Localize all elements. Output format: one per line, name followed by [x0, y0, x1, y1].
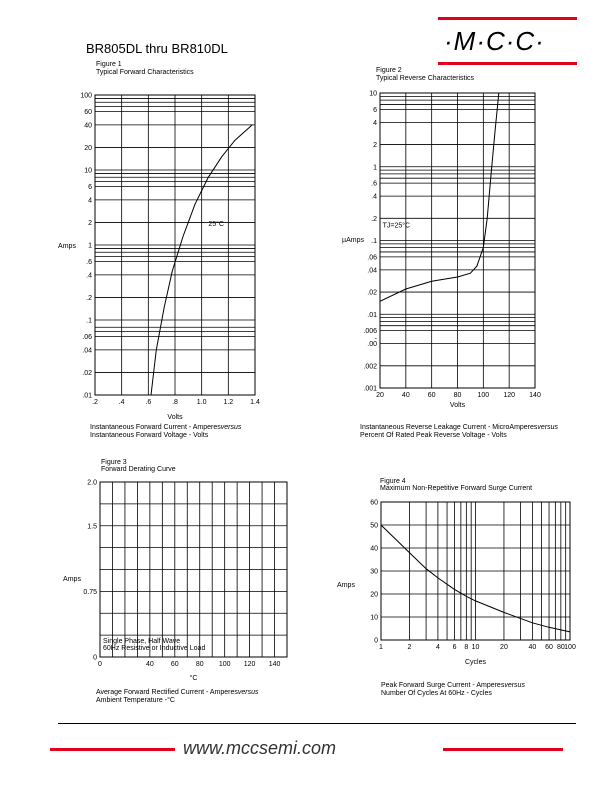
y-tick-label: .006	[363, 328, 377, 336]
y-tick-label: .2	[86, 294, 92, 302]
y-tick-label: 1	[88, 242, 92, 250]
fig4-title: Maximum Non-Repetitive Forward Surge Current	[380, 485, 533, 492]
fig1-label: Figure 1	[96, 61, 122, 68]
x-tick-label: 20	[376, 392, 384, 399]
footer-divider	[58, 723, 576, 724]
y-tick-label: .1	[86, 317, 92, 325]
y-tick-label: 60	[84, 109, 92, 117]
x-tick-label: 60	[427, 392, 436, 399]
y-tick-label: 6	[373, 106, 377, 114]
y-tick-label: 10	[84, 167, 92, 175]
y-tick-label: .6	[371, 180, 377, 188]
x-tick-label: 40	[528, 644, 537, 651]
y-tick-label: 0.75	[83, 588, 97, 596]
y-tick-label: .1	[371, 238, 377, 245]
x-tick-label: .2	[92, 399, 98, 406]
x-axis-label: Volts	[167, 414, 183, 421]
fig3-caption-versus: versus	[237, 689, 259, 696]
website-link-main[interactable]: www.mccsemi	[183, 738, 298, 758]
fig1-caption-line2: Instantaneous Forward Voltage - Volts	[90, 432, 209, 439]
y-tick-label: 10	[370, 614, 378, 622]
x-tick-label: 60	[545, 644, 553, 651]
y-tick-label: 4	[373, 119, 377, 127]
x-tick-label: .6	[145, 399, 152, 406]
x-tick-label: 80	[195, 661, 204, 668]
y-tick-label: .06	[367, 254, 377, 262]
x-tick-label: 0	[98, 661, 102, 668]
y-tick-label: .00	[367, 341, 377, 349]
fig3-chart	[55, 475, 295, 690]
website-link[interactable]	[183, 738, 336, 759]
x-tick-label: 4	[435, 644, 440, 651]
y-axis-label: Amps	[63, 576, 81, 583]
fig4-caption-line1: Peak Forward Surge Current - Amperes	[381, 682, 505, 689]
y-tick-label: 20	[370, 591, 378, 599]
y-tick-label: .6	[86, 259, 92, 267]
y-tick-label: .02	[367, 289, 377, 297]
y-tick-label: 2	[88, 219, 92, 227]
x-tick-label: 40	[401, 392, 410, 399]
x-tick-label: 20	[500, 644, 508, 651]
y-axis-label: Amps	[58, 243, 76, 250]
x-tick-label: 8	[464, 644, 469, 651]
y-tick-label: .4	[371, 193, 377, 201]
y-tick-label: 4	[88, 197, 92, 205]
y-tick-label: 100	[80, 92, 92, 100]
condition-annotation-2: 60Hz Resistive or Inductive Load	[103, 645, 206, 652]
fig2-label: Figure 2	[376, 67, 402, 74]
fig1-title: Typical Forward Characteristics	[96, 69, 194, 76]
y-tick-label: -	[374, 335, 377, 343]
x-tick-label: 1.2	[223, 399, 234, 406]
x-tick-label: 80	[556, 644, 565, 651]
fig2-chart	[333, 85, 548, 415]
footer-left-bar	[50, 748, 175, 751]
logo-top-bar	[438, 17, 577, 20]
y-tick-label: 40	[370, 545, 378, 553]
y-tick-label: 0	[374, 637, 378, 645]
y-tick-label: .002	[363, 363, 377, 371]
y-tick-label: 1.5	[87, 523, 97, 531]
fig2-caption-line1: Instantaneous Reverse Leakage Current - MicroAmperes	[360, 424, 538, 431]
y-tick-label: .02	[82, 369, 92, 377]
fig4-caption	[381, 682, 525, 698]
fig3-caption-line1: Average Forward Rectified Current - Amperes	[96, 689, 238, 696]
x-tick-label: 6	[452, 644, 457, 651]
y-tick-label: 40	[84, 122, 92, 130]
x-tick-label: 100	[218, 661, 231, 668]
x-tick-label: 60	[170, 661, 179, 668]
tj-annotation: TJ=25°C	[382, 222, 411, 230]
website-link-tld[interactable]: .com	[297, 738, 337, 758]
x-tick-label: 140	[268, 661, 281, 668]
y-tick-label: 6	[88, 184, 92, 192]
y-tick-label: .06	[82, 334, 92, 342]
y-axis-label: Amps	[337, 582, 355, 589]
fig2-caption-line2: Percent Of Rated Peak Reverse Voltage - Volts	[360, 432, 507, 439]
y-tick-label: .01	[82, 392, 92, 400]
x-axis-label: °C	[189, 675, 198, 682]
x-tick-label: 100	[477, 392, 490, 399]
mcc-logo: ·M·C·C·	[444, 26, 545, 56]
fig1-chart	[55, 85, 270, 421]
y-tick-label: .04	[82, 347, 92, 355]
x-tick-label: 1.0	[196, 399, 207, 406]
x-tick-label: 2	[407, 644, 412, 651]
y-tick-label: .001	[363, 385, 377, 393]
condition-annotation-1: Single Phase, Half Wave	[103, 638, 181, 645]
logo-bottom-bar	[438, 62, 577, 65]
x-tick-label: 120	[243, 661, 256, 668]
fig1-caption-versus: versus	[220, 424, 242, 431]
x-tick-label: 1	[379, 644, 383, 651]
y-tick-label: .04	[367, 267, 377, 275]
footer-right-bar	[443, 748, 563, 751]
x-axis-label: Cycles	[464, 659, 487, 666]
x-tick-label: .8	[172, 399, 178, 406]
fig3-caption-line2: Ambient Temperature -°C	[96, 697, 175, 704]
y-tick-label: 10	[369, 90, 377, 98]
x-tick-label: 100	[564, 644, 576, 651]
fig2-title: Typical Reverse Characteristics	[376, 75, 475, 82]
fig2-caption	[360, 424, 558, 440]
x-axis-label: Volts	[449, 402, 466, 409]
y-tick-label: .01	[367, 311, 377, 319]
y-axis-label: µAmps	[342, 237, 364, 244]
y-tick-label: 30	[370, 568, 378, 576]
x-tick-label: 1.4	[250, 399, 260, 406]
y-tick-label: 0	[93, 654, 97, 662]
fig3-label: Figure 3	[101, 459, 127, 466]
fig3-title: Forward Derating Curve	[101, 466, 176, 473]
x-tick-label: 80	[453, 392, 462, 399]
temperature-annotation: 25°C	[208, 220, 224, 228]
y-tick-label: 1	[373, 164, 377, 172]
fig4-caption-versus: versus	[504, 682, 525, 689]
y-tick-label: 2.0	[87, 479, 97, 487]
x-tick-label: .4	[118, 399, 125, 406]
fig4-caption-line2: Number Of Cycles At 60Hz - Cycles	[381, 690, 492, 697]
y-tick-label: 20	[84, 144, 92, 152]
y-tick-label: 50	[370, 522, 378, 530]
x-tick-label: 10	[471, 644, 480, 651]
y-tick-label: 60	[370, 499, 378, 507]
fig3-caption	[96, 689, 259, 705]
y-tick-label: .4	[86, 272, 92, 280]
fig1-caption	[90, 424, 241, 440]
y-tick-label: .2	[371, 215, 377, 223]
fig2-caption-versus: versus	[537, 424, 559, 431]
fig1-caption-line1: Instantaneous Forward Current - Amperes	[90, 424, 221, 431]
y-tick-label: 2	[373, 142, 377, 150]
fig4-chart	[333, 495, 583, 675]
x-tick-label: 120	[503, 392, 516, 399]
x-tick-label: 40	[145, 661, 154, 668]
fig4-label: Figure 4	[380, 478, 406, 485]
part-number-title: BR805DL thru BR810DL	[86, 41, 228, 56]
x-tick-label: 140	[529, 392, 541, 399]
